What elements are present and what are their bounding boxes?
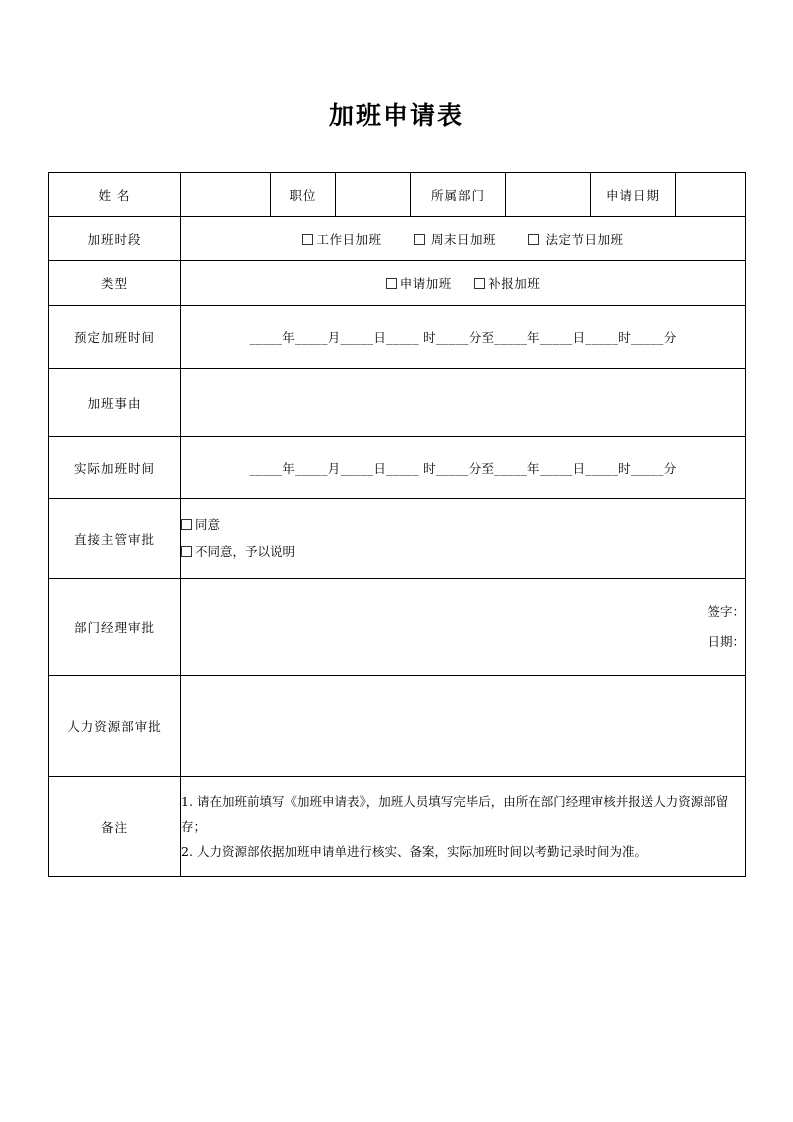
checkbox-option-disagree[interactable] (181, 539, 745, 565)
checkbox-option-agree[interactable] (181, 512, 745, 538)
table-row-header-info (49, 173, 746, 217)
department-value-field[interactable] (506, 173, 591, 217)
apply-date-label: 申请日期 (591, 173, 676, 217)
apply-date-value-field[interactable] (676, 173, 746, 217)
type-label: 类型 (49, 261, 181, 306)
table-row-manager-approval (49, 579, 746, 676)
checkbox-option-retroactive-overtime[interactable] (474, 274, 540, 292)
checkbox-option-apply-overtime[interactable] (386, 274, 452, 292)
checkbox-icon[interactable] (386, 278, 397, 289)
checkbox-label: 同意 (195, 517, 221, 533)
checkbox-icon[interactable] (302, 234, 313, 245)
page-title: 加班申请表 (328, 101, 464, 130)
overtime-application-table (48, 172, 746, 877)
checkbox-label: 法定节日加班 (545, 231, 624, 247)
table-row-remark (49, 777, 746, 877)
list-item (181, 789, 745, 839)
checkbox-label: 工作日加班 (316, 231, 382, 247)
supervisor-approval-label: 直接主管审批 (49, 499, 181, 579)
remark-label: 备注 (49, 777, 181, 877)
checkbox-icon[interactable] (474, 278, 485, 289)
remark-notes-cell (181, 777, 746, 877)
table-row-reason (49, 369, 746, 437)
checkbox-label: 补报加班 (488, 276, 541, 291)
department-label: 所属部门 (411, 173, 506, 217)
checkbox-icon[interactable] (181, 546, 192, 557)
date-label: 日期： (707, 634, 745, 649)
table-row-planned-time (49, 306, 746, 369)
checkbox-label: 周末日加班 (430, 231, 496, 247)
checkbox-icon[interactable] (181, 519, 192, 530)
reason-label: 加班事由 (49, 369, 181, 437)
planned-time-field[interactable]: _____年_____月_____日_____ 时_____分至_____年_____日_____时_____分 (181, 306, 746, 369)
position-label: 职位 (271, 173, 336, 217)
position-value-field[interactable] (336, 173, 411, 217)
name-value-field[interactable] (181, 173, 271, 217)
note-text: 请在加班前填写《加班申请表》，加班人员填写完毕后，由所在部门经理审核并报送人力资源部留存； (181, 794, 729, 834)
name-label: 姓 名 (49, 173, 181, 217)
table-row-supervisor-approval (49, 499, 746, 579)
period-label: 加班时段 (49, 217, 181, 261)
manager-approval-label: 部门经理审批 (49, 579, 181, 676)
checkbox-label: 不同意，予以说明 (195, 543, 296, 559)
note-number: 1. (181, 794, 193, 809)
actual-time-label: 实际加班时间 (49, 437, 181, 499)
reason-value-field[interactable] (181, 369, 746, 437)
type-options-cell (181, 261, 746, 306)
checkbox-icon[interactable] (528, 234, 539, 245)
period-options-cell (181, 217, 746, 261)
note-number: 2. (181, 844, 193, 859)
table-row-period (49, 217, 746, 261)
checkbox-option-workday[interactable] (302, 230, 381, 248)
table-row-type (49, 261, 746, 306)
hr-approval-label: 人力资源部审批 (49, 676, 181, 777)
supervisor-approval-options-cell (181, 499, 746, 579)
table-row-actual-time (49, 437, 746, 499)
checkbox-icon[interactable] (414, 234, 425, 245)
list-item (181, 839, 745, 864)
checkbox-option-holiday[interactable] (528, 230, 623, 248)
table-row-hr-approval (49, 676, 746, 777)
planned-time-label: 预定加班时间 (49, 306, 181, 369)
checkbox-label: 申请加班 (399, 276, 452, 291)
hr-approval-value-field[interactable] (181, 676, 746, 777)
actual-time-field[interactable]: _____年_____月_____日_____ 时_____分至_____年_____日_____时_____分 (181, 437, 746, 499)
checkbox-option-weekend[interactable] (414, 230, 496, 248)
signature-label: 签字： (707, 604, 745, 619)
manager-approval-cell[interactable] (181, 579, 746, 676)
note-text: 人力资源部依据加班申请单进行核实、备案，实际加班时间以考勤记录时间为准。 (196, 844, 647, 859)
